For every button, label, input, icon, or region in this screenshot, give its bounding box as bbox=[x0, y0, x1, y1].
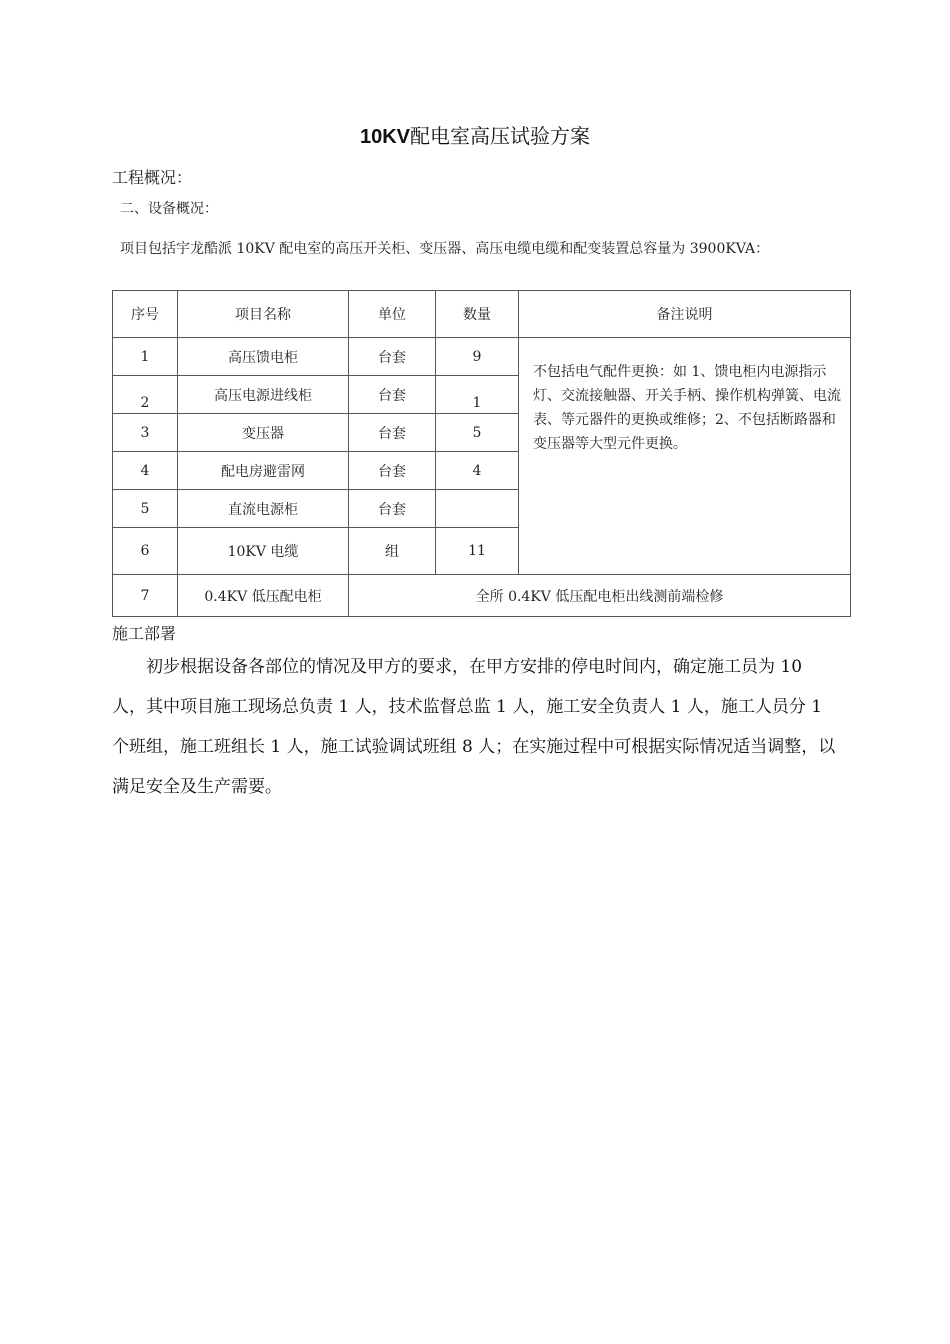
cell-no: 6 bbox=[113, 528, 178, 575]
equipment-table bbox=[112, 290, 851, 617]
header-note: 备注说明 bbox=[519, 291, 851, 338]
section-heading-deployment: 施工部署 bbox=[112, 624, 177, 643]
cell-no-text: 2 bbox=[140, 394, 150, 411]
cell-unit: 台套 bbox=[349, 338, 436, 376]
cell-qty bbox=[436, 376, 519, 414]
cell-unit: 台套 bbox=[349, 452, 436, 490]
header-qty: 数量 bbox=[436, 291, 519, 338]
table-row bbox=[113, 575, 851, 617]
cell-qty: 4 bbox=[436, 452, 519, 490]
cell-no: 5 bbox=[113, 490, 178, 528]
cell-unit: 组 bbox=[349, 528, 436, 575]
cell-unit: 台套 bbox=[349, 376, 436, 414]
header-name: 项目名称 bbox=[178, 291, 349, 338]
cell-note: 不包括电气配件更换：如 1、馈电柜内电源指示灯、交流接触器、开关手柄、操作机构弹簧、电流表、等元器件的更换或维修；2、不包括断路器和变压器等大型元件更换。 bbox=[519, 338, 851, 575]
cell-qty bbox=[436, 490, 519, 528]
cell-unit: 台套 bbox=[349, 414, 436, 452]
table-header-row bbox=[113, 291, 851, 338]
header-unit: 单位 bbox=[349, 291, 436, 338]
header-no: 序号 bbox=[113, 291, 178, 338]
cell-unit: 台套 bbox=[349, 490, 436, 528]
cell-name: 10KV 电缆 bbox=[178, 528, 349, 575]
section-heading-overview: 工程概况： bbox=[112, 168, 193, 187]
title-rest: 配电室高压试验方案 bbox=[410, 124, 591, 148]
cell-name: 配电房避雷网 bbox=[178, 452, 349, 490]
document-title bbox=[0, 120, 950, 149]
title-bold-part: 10KV bbox=[359, 126, 411, 148]
cell-no: 4 bbox=[113, 452, 178, 490]
cell-merged-note: 全所 0.4KV 低压配电柜出线测前端检修 bbox=[349, 575, 851, 617]
cell-name: 高压电源进线柜 bbox=[178, 376, 349, 414]
intro-paragraph: 项目包括宇龙酷派 10KV 配电室的高压开关柜、变压器、高压电缆电缆和配变装置总容量为 3900KVA： bbox=[120, 241, 770, 257]
cell-qty-text: 1 bbox=[472, 394, 482, 411]
cell-no: 7 bbox=[113, 575, 178, 617]
cell-name: 变压器 bbox=[178, 414, 349, 452]
cell-no: 1 bbox=[113, 338, 178, 376]
deployment-paragraph: 初步根据设备各部位的情况及甲方的要求，在甲方安排的停电时间内，确定施工员为 10 人，其中项目施工现场总负责 1 人，技术监督总监 1 人，施工安全负责人 1 人，施工人员分 1 个班组，施工班组长 1 人，施工试验调试班组 8 人；在实施过程中可根据实际情况适当调整，以满足安全及生产需要。 bbox=[112, 657, 836, 797]
cell-qty: 11 bbox=[436, 528, 519, 575]
section-heading-equipment: 二、设备概况： bbox=[120, 201, 218, 217]
cell-no bbox=[113, 376, 178, 414]
cell-name: 直流电源柜 bbox=[178, 490, 349, 528]
cell-name: 高压馈电柜 bbox=[178, 338, 349, 376]
table-row bbox=[113, 338, 851, 376]
cell-qty: 9 bbox=[436, 338, 519, 376]
cell-name: 0.4KV 低压配电柜 bbox=[178, 575, 349, 617]
cell-qty: 5 bbox=[436, 414, 519, 452]
cell-no: 3 bbox=[113, 414, 178, 452]
